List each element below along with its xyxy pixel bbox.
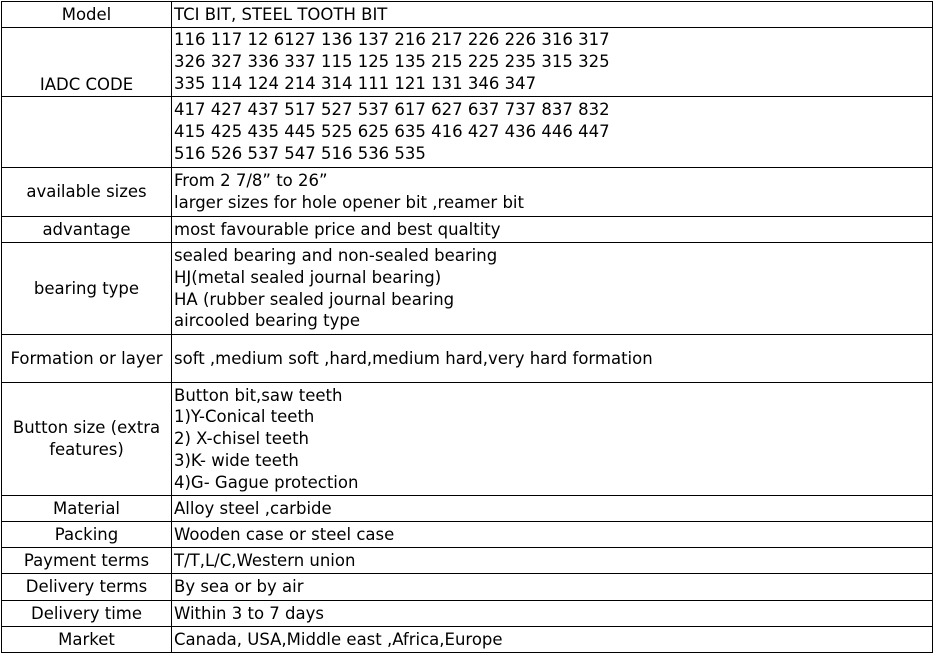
table-row: [2, 627, 933, 653]
value-line: Button bit,saw teeth: [174, 385, 343, 405]
value-line: 326 327 336 337 115 125 135 215 225 235 315 325: [174, 52, 610, 72]
table-row: [2, 335, 933, 383]
row-label-iadc-code-continued: [2, 97, 172, 168]
table-row: [2, 28, 933, 97]
row-label-packing: Packing: [2, 522, 172, 548]
row-label-delivery-time: Delivery time: [2, 601, 172, 627]
table-row: [2, 522, 933, 548]
value-line: 116 117 12 6127 136 137 216 217 226 226 316 317: [174, 30, 610, 50]
value-line: Canada, USA,Middle east ,Africa,Europe: [174, 629, 503, 649]
value-line: sealed bearing and non-sealed bearing: [174, 245, 498, 265]
row-label-payment-terms: Payment terms: [2, 548, 172, 574]
row-value-model: [172, 2, 933, 28]
value-line: 4)G- Gague protection: [174, 472, 359, 492]
row-label-iadc-code: IADC CODE: [2, 28, 172, 97]
table-row: [2, 243, 933, 335]
row-value-advantage: [172, 217, 933, 243]
value-line: Wooden case or steel case: [174, 524, 395, 544]
value-line: HA (rubber sealed journal bearing: [174, 289, 455, 309]
value-line: most favourable price and best qualtity: [174, 219, 501, 239]
value-line: TCI BIT, STEEL TOOTH BIT: [174, 4, 388, 24]
spec-table: [1, 1, 933, 653]
row-value-bearing-type: [172, 243, 933, 335]
value-line: By sea or by air: [174, 577, 304, 597]
value-line: HJ(metal sealed journal bearing): [174, 267, 442, 287]
table-row: [2, 217, 933, 243]
value-line: 3)K- wide teeth: [174, 450, 299, 470]
value-line: larger sizes for hole opener bit ,reamer bit: [174, 193, 524, 212]
table-row: [2, 496, 933, 522]
value-line: 417 427 437 517 527 537 617 627 637 737 837 832: [174, 100, 610, 120]
row-label-material: Material: [2, 496, 172, 522]
row-value-iadc-code-continued: [172, 97, 933, 168]
row-value-available-sizes: [172, 168, 933, 217]
table-row: [2, 168, 933, 217]
value-line: 1)Y-Conical teeth: [174, 407, 315, 427]
row-value-delivery-time: [172, 601, 933, 627]
value-line: 516 526 537 547 516 536 535: [174, 143, 426, 163]
row-value-packing: [172, 522, 933, 548]
table-row: [2, 97, 933, 168]
row-value-formation-or-layer: [172, 335, 933, 383]
row-label-model: Model: [2, 2, 172, 28]
value-line: soft ,medium soft ,hard,medium hard,very hard formation: [174, 348, 653, 368]
row-label-bearing-type: bearing type: [2, 243, 172, 335]
row-label-advantage: advantage: [2, 217, 172, 243]
row-value-button-size: [172, 383, 933, 496]
value-line: Within 3 to 7 days: [174, 603, 324, 623]
row-label-formation-or-layer: Formation or layer: [2, 335, 172, 383]
value-line: 415 425 435 445 525 625 635 416 427 436 446 447: [174, 122, 610, 142]
value-line: 335 114 124 214 314 111 121 131 346 347: [174, 73, 537, 93]
row-value-market: [172, 627, 933, 653]
table-row: [2, 574, 933, 601]
row-label-button-size: Button size (extra features): [2, 383, 172, 496]
row-value-payment-terms: [172, 548, 933, 574]
row-value-iadc-code: [172, 28, 933, 97]
table-row: [2, 548, 933, 574]
value-line: T/T,L/C,Western union: [174, 550, 356, 570]
table-row: [2, 601, 933, 627]
row-label-available-sizes: available sizes: [2, 168, 172, 217]
row-value-delivery-terms: [172, 574, 933, 601]
row-label-market: Market: [2, 627, 172, 653]
value-line: 2) X-chisel teeth: [174, 429, 310, 449]
value-line: Alloy steel ,carbide: [174, 498, 332, 518]
table-row: [2, 383, 933, 496]
table-row: [2, 2, 933, 28]
value-line: From 2 7/8” to 26”: [174, 171, 328, 191]
value-line: aircooled bearing type: [174, 311, 360, 331]
row-label-delivery-terms: Delivery terms: [2, 574, 172, 601]
row-value-material: [172, 496, 933, 522]
